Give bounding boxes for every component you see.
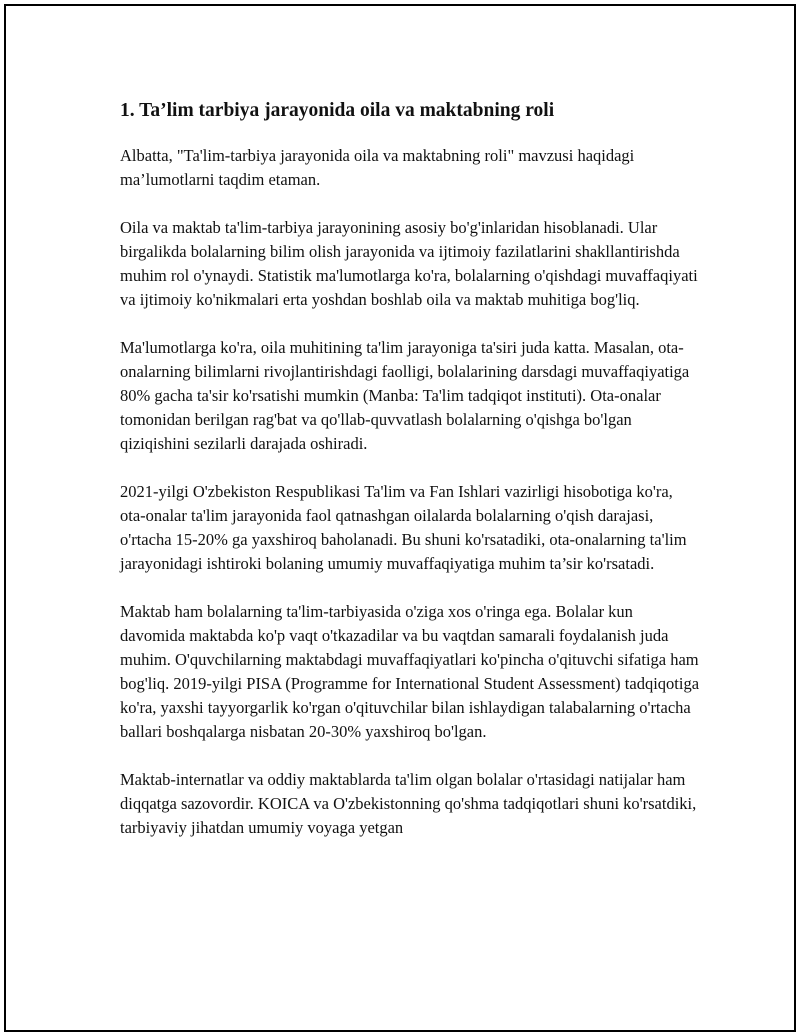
section-title: 1. Ta’lim tarbiya jarayonida oila va maktabning roli bbox=[120, 100, 555, 121]
paragraph-family-influence: Ma'lumotlarga ko'ra, oila muhitining ta'lim jarayoniga ta'siri juda katta. Masalan, ota-onalarning bilimlarni rivojlantirishdagi faolligi, bolalarining darsdagi muvaffaqiyatiga 80% gacha ta'sir ko'rsatishi mumkin (Manba: Ta'lim tadqiqot instituti). Ota-onalar tomonidan berilgan rag'bat va qo'llab-quvvatlash bolalarning o'qishga bo'lgan qiziqishini sezilarli darajada oshiradi. bbox=[120, 338, 690, 453]
paragraph-ministry-report: 2021-yilgi O'zbekiston Respublikasi Ta'lim va Fan Ishlari vazirligi hisobotiga ko'ra, ota-onalar ta'lim jarayonida faol qatnashgan oilalarda bolalarning o'qish darajasi, o'rtacha 15-20% ga yaxshiroq baholanadi. Bu shuni ko'rsatadiki, ota-onalarning ta'lim jarayonidagi ishtiroki bolaning umumiy muvaffaqiyatiga muhim ta’sir ko'rsatadi. bbox=[120, 482, 687, 573]
paragraph-boarding-schools: Maktab-internatlar va oddiy maktablarda ta'lim olgan bolalar o'rtasidagi natijalar ham diqqatga sazovordir. KOICA va O'zbekistonning qo'shma tadqiqotlari shuni ko'rsatdiki, tarbiyaviy jihatdan umumiy voyaga yetgan bbox=[120, 770, 697, 837]
paragraph-family-school: Oila va maktab ta'lim-tarbiya jarayonining asosiy bo'g'inlaridan hisoblanadi. Ular birgalikda bolalarning bilim olish jarayonida va ijtimoiy fazilatlarini shakllantirishda muhim rol o'ynaydi. Statistik ma'lumotlarga ko'ra, bolalarning o'qishdagi muvaffaqiyati va ijtimoiy ko'nikmalari erta yoshdan boshlab oila va maktab muhitiga bog'liq. bbox=[120, 218, 698, 309]
paragraph-intro: Albatta, "Ta'lim-tarbiya jarayonida oila va maktabning roli" mavzusi haqidagi ma’lumotlarni taqdim etaman. bbox=[120, 146, 635, 189]
paragraph-school-role: Maktab ham bolalarning ta'lim-tarbiyasida o'ziga xos o'ringa ega. Bolalar kun davomida maktabda ko'p vaqt o'tkazadilar va bu vaqtdan samarali foydalanish juda muhim. O'quvchilarning maktabdagi muvaffaqiyatlari ko'pincha o'qituvchi sifatiga ham bog'liq. 2019-yilgi PISA (Programme for International Student Assessment) tadqiqotiga ko'ra, yaxshi tayyorgarlik ko'rgan o'qituvchilar bilan ishlaydigan talabalarning o'rtacha ballari boshqalarga nisbatan 20-30% yaxshiroq bo'lgan. bbox=[120, 602, 700, 741]
document-body bbox=[120, 98, 700, 864]
page-frame bbox=[4, 4, 796, 1032]
